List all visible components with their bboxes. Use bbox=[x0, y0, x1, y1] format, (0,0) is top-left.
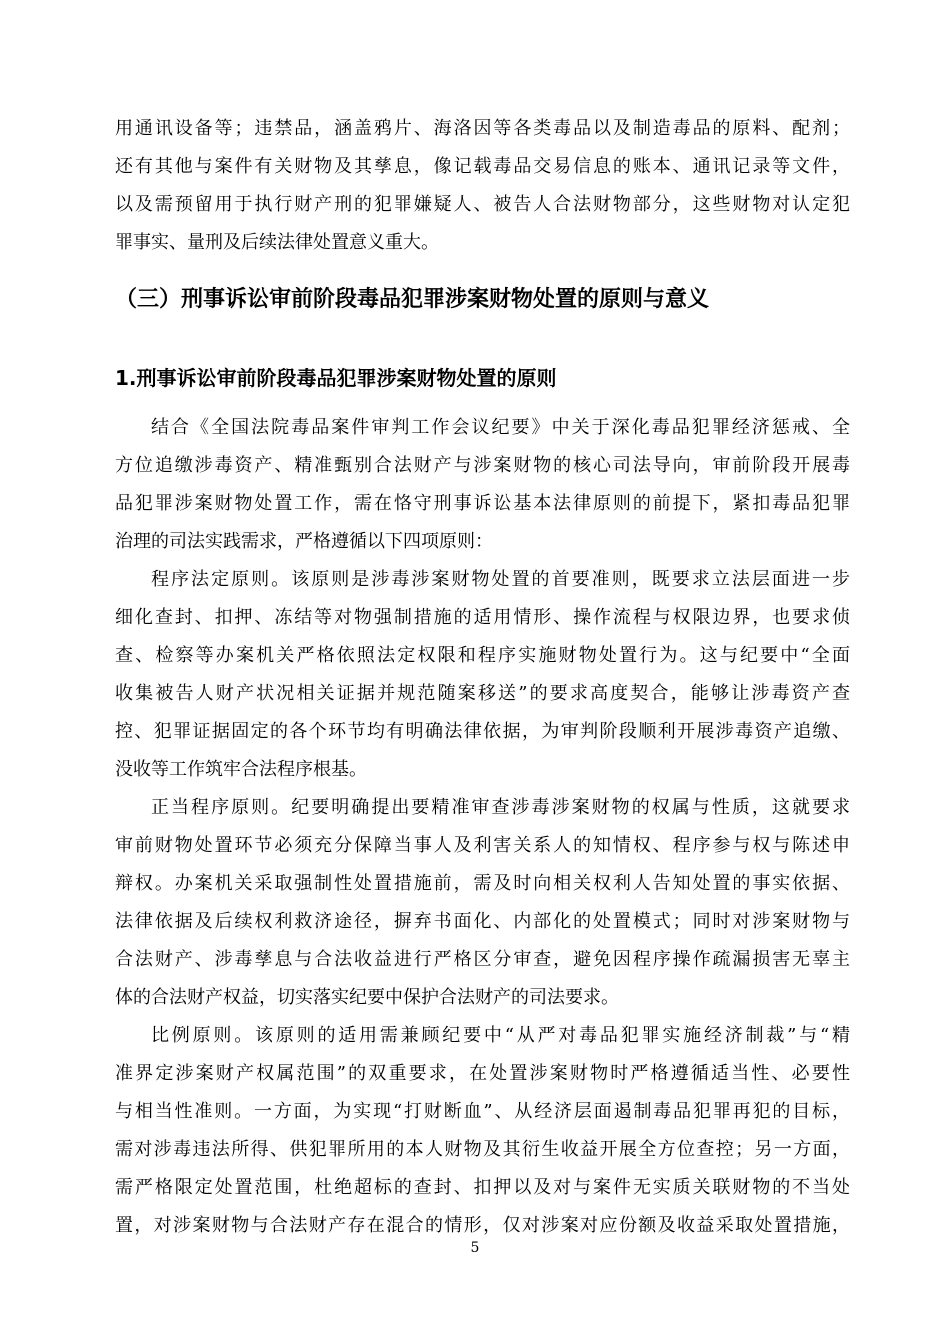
text-line: 需严格限定处置范围，杜绝超标的查封、扣押以及对与案件无实质关联财物的不当处 bbox=[115, 1177, 850, 1198]
text-line: 治理的司法实践需求，严格遵循以下四项原则： bbox=[115, 531, 493, 552]
text-line: 品犯罪涉案财物处置工作，需在恪守刑事诉讼基本法律原则的前提下，紧扣毒品犯罪 bbox=[115, 493, 850, 514]
text-line: 置，对涉案财物与合法财产存在混合的情形，仅对涉案对应份额及收益采取处置措施， bbox=[115, 1215, 850, 1236]
paragraph-intro bbox=[115, 409, 850, 561]
text-line: 程序法定原则。该原则是涉毒涉案财物处置的首要准则，既要求立法层面进一步 bbox=[151, 569, 850, 590]
page-number: 5 bbox=[470, 1240, 480, 1256]
text-line: 方位追缴涉毒资产、精准甄别合法财产与涉案财物的核心司法导向，审前阶段开展毒 bbox=[115, 455, 850, 476]
text-line: 体的合法财产权益，切实落实纪要中保护合法财产的司法要求。 bbox=[115, 987, 619, 1008]
text-line: 审前财物处置环节必须充分保障当事人及利害关系人的知情权、程序参与权与陈述申 bbox=[115, 835, 850, 856]
text-line: 控、犯罪证据固定的各个环节均有明确法律依据，为审判阶段顺利开展涉毒资产追缴、 bbox=[115, 721, 850, 742]
text-line: 需对涉毒违法所得、供犯罪所用的本人财物及其衍生收益开展全方位查控；另一方面， bbox=[115, 1139, 850, 1160]
paragraph-principle-proportionality bbox=[115, 1017, 850, 1245]
text-line: 结合《全国法院毒品案件审判工作会议纪要》中关于深化毒品犯罪经济惩戒、全 bbox=[151, 417, 850, 438]
text-line: 比例原则。该原则的适用需兼顾纪要中“从严对毒品犯罪实施经济制裁”与“精 bbox=[151, 1025, 850, 1046]
text-line: 收集被告人财产状况相关证据并规范随案移送”的要求高度契合，能够让涉毒资产查 bbox=[115, 683, 850, 704]
text-line: 罪事实、量刑及后续法律处置意义重大。 bbox=[115, 232, 439, 253]
text-line: 辩权。办案机关采取强制性处置措施前，需及时向相关权利人告知处置的事实依据、 bbox=[115, 873, 850, 894]
paragraph-principle-legality bbox=[115, 561, 850, 789]
text-line: 查、检察等办案机关严格依照法定权限和程序实施财物处置行为。这与纪要中“全面 bbox=[115, 645, 850, 666]
text-line: 用通讯设备等；违禁品，涵盖鸦片、海洛因等各类毒品以及制造毒品的原料、配剂； bbox=[115, 118, 850, 139]
text-line: 法律依据及后续权利救济途径，摒弃书面化、内部化的处置模式；同时对涉案财物与 bbox=[115, 911, 850, 932]
text-line: 没收等工作筑牢合法程序根基。 bbox=[115, 759, 367, 780]
text-line: 合法财产、涉毒孳息与合法收益进行严格区分审查，避免因程序操作疏漏损害无辜主 bbox=[115, 949, 850, 970]
section-heading: （三）刑事诉讼审前阶段毒品犯罪涉案财物处置的原则与意义 bbox=[115, 287, 710, 312]
text-line: 正当程序原则。纪要明确提出要精准审查涉毒涉案财物的权属与性质，这就要求 bbox=[151, 797, 850, 818]
text-line: 还有其他与案件有关财物及其孳息，像记载毒品交易信息的账本、通讯记录等文件， bbox=[115, 156, 850, 177]
text-line: 准界定涉案财产权属范围”的双重要求，在处置涉案财物时严格遵循适当性、必要性 bbox=[115, 1063, 850, 1084]
text-line: 细化查封、扣押、冻结等对物强制措施的适用情形、操作流程与权限边界，也要求侦 bbox=[115, 607, 850, 628]
subsection-heading: 1.刑事诉讼审前阶段毒品犯罪涉案财物处置的原则 bbox=[115, 366, 557, 390]
paragraph-continuation bbox=[115, 110, 850, 262]
text-line: 与相当性准则。一方面，为实现“打财断血”、从经济层面遏制毒品犯罪再犯的目标， bbox=[115, 1101, 850, 1122]
paragraph-principle-due-process bbox=[115, 789, 850, 1017]
text-line: 以及需预留用于执行财产刑的犯罪嫌疑人、被告人合法财物部分，这些财物对认定犯 bbox=[115, 194, 850, 215]
